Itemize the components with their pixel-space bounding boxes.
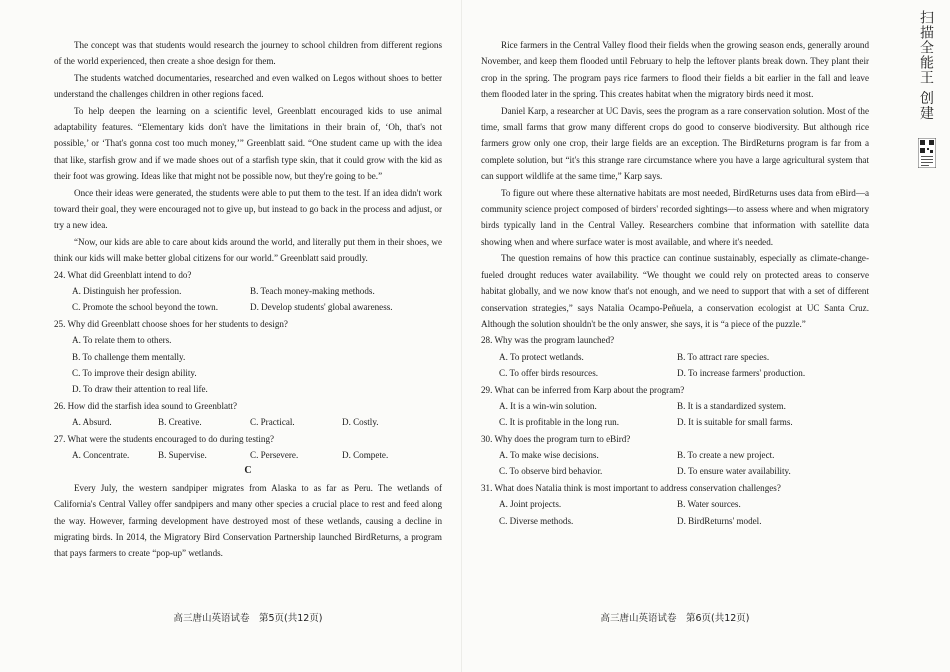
option[interactable]: B. To attract rare species. — [677, 351, 770, 362]
option[interactable]: D. It is suitable for small farms. — [677, 417, 793, 428]
option[interactable]: B. To create a new project. — [677, 450, 775, 461]
section-heading: C — [244, 465, 252, 477]
options-row — [54, 414, 442, 430]
page-footer: 高三唐山英语试卷 第5页(共12页) — [173, 613, 323, 624]
left-page — [54, 0, 442, 672]
question-stem: 30. Why does the program turn to eBird? — [481, 433, 631, 444]
options-row — [481, 414, 869, 430]
option[interactable]: C. To improve their design ability. — [72, 368, 197, 379]
option[interactable]: C. Practical. — [250, 417, 295, 428]
option[interactable]: A. Joint projects. — [499, 499, 562, 510]
option[interactable]: B. Creative. — [158, 417, 202, 428]
option[interactable]: A. Absurd. — [72, 417, 112, 428]
option[interactable]: D. Costly. — [342, 417, 379, 428]
option[interactable]: C. Diverse methods. — [499, 515, 574, 526]
options-row — [481, 513, 869, 529]
paragraph: To help deepen the learning on a scientific level, Greenblatt encouraged kids to use animal adaptability features. “Elementary kids don't have the limitations in their brain of, ‘Oh, that's not possible,’ or ‘That's gonna cost too much money,’” Greenblatt said. “One student came up with the idea that like, starfish grow and if we made shoes out of a starfish type skin, that it could grow with the kid as their foot was growing. Ideas like that might not be possible now, but they're going to be.” — [54, 105, 442, 182]
paragraph: “Now, our kids are able to care about kids around the world, and literally put them in their shoes, we think our kids will make better global citizens for our world.” Greenblatt said proudly. — [54, 236, 442, 264]
paragraph: Rice farmers in the Central Valley flood their fields when the growing season ends, generally around November, and keep them flooded until February to help the leftover plants break down. They plant their crop in the spring. The program pays rice farmers to flood their fields a bit earlier in the fall and leave them flooded later in the spring. This creates habitat when the migratory birds need it most. — [481, 40, 869, 100]
option[interactable]: A. Distinguish her profession. — [72, 286, 182, 297]
question-stem: 27. What were the students encouraged to do during testing? — [54, 433, 275, 444]
paragraph: To figure out where these alternative habitats are most needed, BirdReturns uses data from eBird—a community science project composed of birders' recorded sightings—to assess where and when migratory birds typically land in the Central Valley. Researchers combine that information with satellite data showing when and where surface water is most available, and where it's needed. — [481, 187, 869, 247]
options-row — [481, 398, 869, 414]
options-row — [481, 349, 869, 365]
paragraph: The question remains of how this practice can continue sustainably, especially as climate-change-fueled drought reduces water availability. “We thought we could rely on protected areas to conserve habitat globally, and we now know that's not enough, and we need to support that with a set of different conservation strategies,” says Natalia Ocampo-Peñuela, a conservation ecologist at UC Santa Cruz. Although the solution shouldn't be the only answer, she says, it is “a piece of the puzzle.” — [481, 253, 869, 329]
option[interactable]: B. It is a standardized system. — [677, 400, 786, 411]
option[interactable]: C. To observe bird behavior. — [499, 466, 603, 477]
options-row — [481, 463, 869, 479]
options-row — [481, 365, 869, 381]
scanner-watermark — [910, 10, 942, 175]
options-row — [54, 447, 442, 463]
question-stem: 28. Why was the program launched? — [481, 335, 615, 346]
options-row — [54, 283, 442, 299]
option[interactable]: D. BirdReturns' model. — [677, 515, 762, 526]
right-page — [481, 0, 869, 672]
paragraph: Once their ideas were generated, the students were able to put them to the test. If an idea didn't work toward their goal, they were encouraged not to give up, but instead to go back in the process and adjust, or try a new idea. — [54, 187, 442, 231]
question-stem: 29. What can be inferred from Karp about the program? — [481, 384, 685, 395]
page-footer: 高三唐山英语试卷 第6页(共12页) — [600, 613, 750, 624]
question-stem: 25. Why did Greenblatt choose shoes for her students to design? — [54, 318, 288, 329]
watermark-text: 扫描全能王 创建 — [918, 10, 934, 121]
option[interactable]: A. Concentrate. — [72, 450, 130, 461]
question-stem: 26. How did the starfish idea sound to Greenblatt? — [54, 400, 238, 411]
option[interactable]: B. Supervise. — [158, 450, 207, 461]
option[interactable]: C. It is profitable in the long run. — [499, 417, 619, 428]
page-gutter — [461, 0, 462, 672]
options-row — [54, 299, 442, 315]
option[interactable]: C. To offer birds resources. — [499, 368, 599, 379]
paragraph: The students watched documentaries, researched and even walked on Legos without shoes to better understand the challenges children in other regions faced. — [54, 72, 442, 100]
option[interactable]: D. To increase farmers' production. — [677, 368, 806, 379]
paragraph: Every July, the western sandpiper migrates from Alaska to as far as Peru. The wetlands of California's Central Valley offer sandpipers and many other species a crucial place to rest and feed along the way. However, farming development have destroyed most of these wetlands, causing a decline in migrating birds. In 2014, the Migratory Bird Conservation Partnership launched BirdReturns, a program that pays farmers to create “pop-up” wetlands. — [54, 482, 442, 559]
option[interactable]: C. Persevere. — [250, 450, 299, 461]
option[interactable]: B. To challenge them mentally. — [72, 351, 186, 362]
option[interactable]: C. Promote the school beyond the town. — [72, 302, 218, 313]
question-stem: 24. What did Greenblatt intend to do? — [54, 269, 192, 280]
paragraph: Daniel Karp, a researcher at UC Davis, sees the program as a rare conservation solution. Most of the time, small farms that grow many different crops do good to conserve biodiversity. But although rice farmers grow only one crop, their large fields are an exception. The BirdReturns program is far from a complete solution, but “it's this strange rare circumstance where you have a large agricultural system that can support wildlife at the same time,” Karp says. — [481, 105, 869, 182]
options-row — [54, 381, 442, 397]
option[interactable]: A. It is a win-win solution. — [499, 400, 597, 411]
paragraph: The concept was that students would research the journey to school children from different regions of the world experienced, then create a shoe design for them. — [54, 40, 442, 67]
option[interactable]: A. To relate them to others. — [72, 335, 172, 346]
options-row — [54, 332, 442, 348]
options-row — [54, 349, 442, 365]
qr-code-icon — [918, 138, 936, 168]
option[interactable]: D. Develop students' global awareness. — [250, 302, 393, 313]
options-row — [481, 496, 869, 512]
option[interactable]: D. Compete. — [342, 450, 389, 461]
option[interactable]: A. To protect wetlands. — [499, 351, 584, 362]
options-row — [481, 447, 869, 463]
option[interactable]: D. To ensure water availability. — [677, 466, 791, 477]
options-row — [54, 365, 442, 381]
option[interactable]: A. To make wise decisions. — [499, 450, 599, 461]
question-stem: 31. What does Natalia think is most important to address conservation challenges? — [481, 482, 781, 493]
option[interactable]: B. Water sources. — [677, 499, 741, 510]
option[interactable]: D. To draw their attention to real life. — [72, 384, 208, 395]
option[interactable]: B. Teach money-making methods. — [250, 286, 375, 297]
